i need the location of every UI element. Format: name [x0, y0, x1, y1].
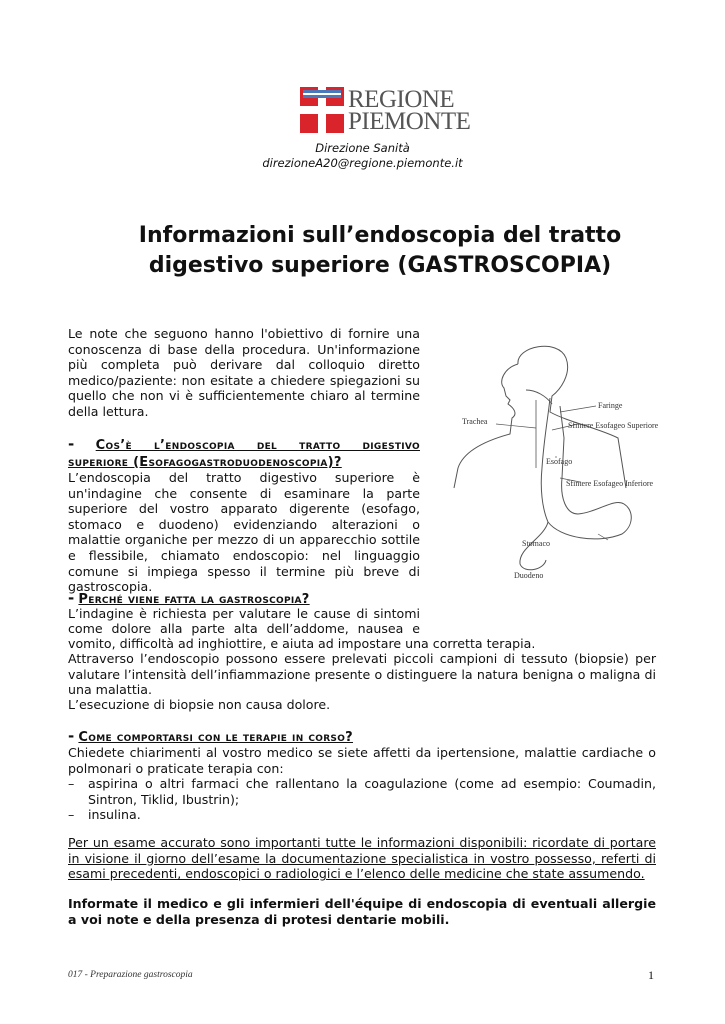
logo-line-1: REGIONE — [348, 86, 455, 113]
digestive-tract-illustration — [448, 338, 698, 588]
section-1-heading-line-1: Cos’è l’endoscopia del tratto digestivo — [95, 438, 420, 453]
section-3-heading-text: Come comportarsi con le terapie in corso? — [78, 730, 354, 745]
section-2-body-line-3: vomito, difficoltà ad inghiottire, e aiuta ad impostare una corretta terapia. — [68, 636, 536, 651]
regione-emblem-icon — [300, 87, 344, 133]
intro-paragraph: Le note che seguono hanno l'obiettivo di fornire una conoscenza di base della procedura. Un'informazione più completa può derivare dal colloquio diretto medico/paziente: non esitate a chiedere spiegazioni su quello che non vi è sufficientemente chiaro al termine della lettura. — [68, 326, 420, 419]
regione-piemonte-logo — [300, 86, 471, 135]
page-title-line-1: Informazioni sull’endoscopia del tratto — [138, 223, 622, 248]
logo-line-2: PIEMONTE — [348, 108, 471, 135]
section-2-body-3: L’esecuzione di biopsie non causa dolore. — [68, 697, 331, 712]
label-sfintere-superiore: Sfintere Esofageo Superiore — [568, 421, 659, 430]
pharynx-outline — [526, 390, 552, 404]
section-3-heading — [68, 728, 353, 746]
section-3-body: Chiedete chiarimenti al vostro medico se siete affetti da ipertensione, malattie cardiache o polmonari o praticate terapia con: — [68, 745, 656, 776]
section-1-heading-line-2: superiore (Esofagogastroduodenoscopia)? — [68, 455, 342, 470]
section-1-heading — [68, 436, 420, 471]
allergy-note: Informate il medico e gli infermieri dell'équipe di endoscopia di eventuali allergie a voi note e della presenza di protesi dentarie mobili. — [68, 896, 656, 927]
section-2-body-2: Attraverso l’endoscopio possono essere prelevati piccoli campioni di tessuto (biopsie) per valutare l’intensità dell’infiammazione presente o distinguere la natura benigna o maligna di una malattia. — [68, 651, 656, 698]
section-1-dash: - — [68, 435, 75, 453]
list-item: – aspirina o altri farmaci che rallentano la coagulazione (come ad esempio: Coumadin, Sintron, Tiklid, Ibustrin); — [68, 776, 656, 807]
page-title-line-2: digestivo superiore (GASTROSCOPIA) — [148, 253, 612, 278]
section-2-body-line-2: come dolore alla parte alta dell’addome, nausea e — [68, 621, 420, 636]
section-2-heading-text: Perché viene fatta la gastroscopia? — [78, 592, 310, 607]
list-item: – insulina. — [68, 807, 656, 823]
label-duodeno: Duodeno — [514, 571, 544, 580]
section-3-dash: - — [68, 727, 75, 745]
label-trachea: Trachea — [462, 417, 488, 426]
therapy-list — [68, 776, 656, 823]
section-1-body: L’endoscopia del tratto digestivo superiore è un'indagine che consente di esaminare la parte superiore del vostro apparato digerente (esofago, stomaco e duodeno) evidenziando alterazioni o malattie organiche per mezzo di un apparecchio sottile e flessibile, chiamato endoscopio: nel linguaggio comune si impiega spesso il termine più breve di gastroscopia. — [68, 470, 420, 595]
label-sfintere-inferiore: Sfintere Esofageo Inferiore — [566, 479, 654, 488]
label-stomaco: Stomaco — [522, 539, 550, 548]
esophagus-stomach-outline — [541, 398, 631, 539]
section-2-dash: - — [68, 589, 75, 607]
page-number: 1 — [648, 968, 654, 982]
section-2-body-line-1: L’indagine è richiesta per valutare le cause di sintomi — [68, 606, 420, 621]
face-profile-outline — [454, 364, 518, 488]
label-faringe: Faringe — [598, 401, 623, 410]
head-neck-outline — [518, 346, 626, 488]
department-email: direzioneA20@regione.piemonte.it — [262, 156, 463, 170]
department-name: Direzione Sanità — [315, 141, 410, 155]
footer-document-code: 017 - Preparazione gastroscopia — [68, 970, 193, 980]
label-esofago: Esofago — [546, 457, 573, 466]
documentation-note: Per un esame accurato sono importanti tutte le informazioni disponibili: ricordate di portare in visione il giorno dell’esame la documentazione specialistica in vostro possesso, referti di esami precedenti, endoscopici o radiologici e l’elenco delle medicine che state assumendo. — [68, 835, 656, 882]
